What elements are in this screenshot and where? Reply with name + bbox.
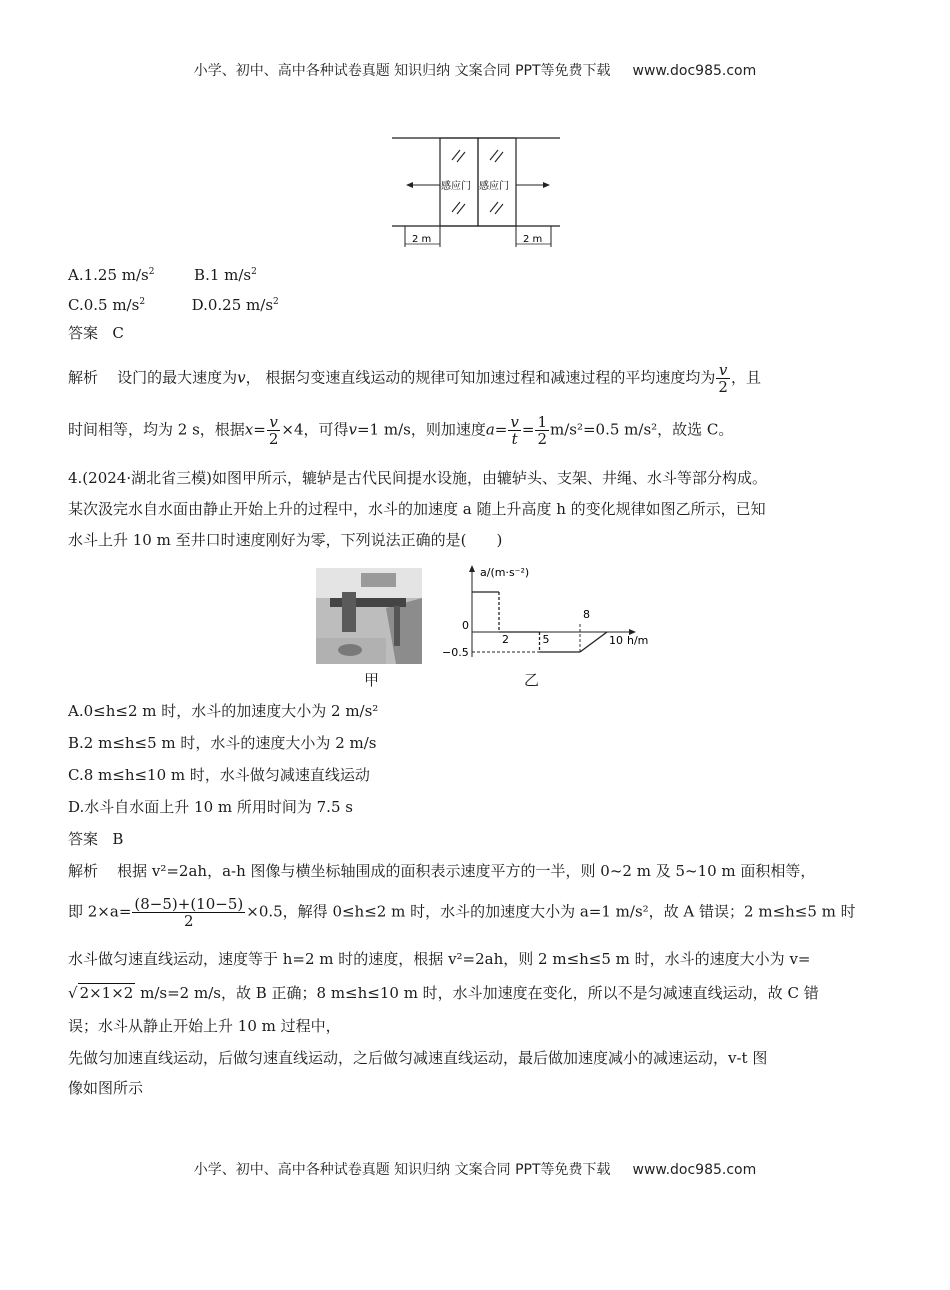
q3-options-row2 bbox=[68, 292, 279, 315]
page-footer bbox=[0, 1159, 950, 1179]
tick-label: 2 bbox=[502, 633, 509, 646]
q4-explanation-line7: 像如图所示 bbox=[68, 1079, 144, 1097]
tick-label: 8 bbox=[583, 608, 590, 621]
q3-option-c[interactable]: C.0.5 $m/s^2$ bbox=[68, 296, 146, 314]
q3-answer: 答案 C bbox=[68, 324, 124, 342]
tick-label: 10 bbox=[609, 634, 623, 647]
page-header bbox=[0, 60, 950, 80]
y-axis-label: a/(m·s⁻²) bbox=[480, 566, 530, 579]
footer-url[interactable]: www.doc985.com bbox=[632, 1162, 757, 1178]
q3-options-row1 bbox=[68, 262, 257, 285]
header-text: 小学、初中、高中各种试卷真题 知识归纳 文案合同 PPT等免费下载 bbox=[193, 63, 611, 79]
q4-option-c[interactable]: C.8 m≤h≤10 m 时，水斗做匀减速直线运动 bbox=[68, 766, 370, 784]
header-url[interactable]: www.doc985.com bbox=[632, 63, 757, 79]
tick-label: −0.5 bbox=[442, 646, 469, 659]
q4-explanation-line4: √ 2×1×2 m/s=2 m/s，故 B 正确；8 m≤h≤10 m 时，水斗加速度在变化，所以不是匀减速直线运动，故 C 错 bbox=[68, 984, 819, 1002]
q4-option-d[interactable]: D.水斗自水面上升 10 m 所用时间为 7.5 s bbox=[68, 798, 353, 816]
door-figure bbox=[390, 132, 565, 252]
q4-explanation-line6: 先做匀加速直线运动，后做匀速直线运动，之后做匀减速直线运动，最后做加速度减小的减速运动，v-t 图 bbox=[68, 1049, 768, 1067]
series-segment bbox=[580, 632, 607, 652]
a-h-chart bbox=[440, 562, 649, 662]
tick-label: 5 bbox=[542, 633, 550, 646]
q3-explanation-line2: 时间相等，均为 2 s，根据x= $\frac{v}{2}$ ×4，可得v=1 m/s，则加速度a= $\frac{v}{t}$ = $\frac{1}{2}$ m/s²=0.5 m/s²，故选 C。 bbox=[68, 413, 734, 448]
q4-explanation-line3: 水斗做匀速直线运动，速度等于 h=2 m 时的速度，根据 v²=2ah，则 2 m≤h≤5 m 时，水斗的速度大小为 v= bbox=[68, 950, 811, 968]
door-dist-left: 2 m bbox=[412, 234, 432, 245]
q3-option-a[interactable]: A.1.25 $m/s^2$ bbox=[68, 266, 155, 284]
q3-option-d[interactable]: D.0.25 $m/s^2$ bbox=[191, 296, 279, 314]
door-right-label: 感应门 bbox=[479, 181, 509, 192]
q4-explanation-line1: 解析 根据 v²=2ah，a-h 图像与横坐标轴围成的面积表示速度平方的一半，则 0~2 m 及 5~10 m 面积相等， bbox=[68, 862, 816, 880]
q3-option-b[interactable]: B.1 $m/s^2$ bbox=[194, 266, 257, 284]
q4-option-b[interactable]: B.2 m≤h≤5 m 时，水斗的速度大小为 2 m/s bbox=[68, 734, 377, 752]
door-dist-right: 2 m bbox=[523, 234, 543, 245]
q4-stem-line2: 某次汲完水自水面由静止开始上升的过程中，水斗的加速度 a 随上升高度 h 的变化规律如图乙所示，已知 bbox=[68, 500, 766, 518]
q4-explanation-line2: 即 2×a= $\frac{(8-5)+(10-5)}{2}$ ×0.5，解得 0≤h≤2 m 时，水斗的加速度大小为 a=1 m/s²，故 A 错误；2 m≤h≤5 m 时 bbox=[68, 895, 856, 930]
tick-label: 0 bbox=[462, 619, 469, 632]
q4-stem-line1: 4.(2024·湖北省三模)如图甲所示，辘轳是古代民间提水设施，由辘轳头、支架、井绳、水斗等部分构成。 bbox=[68, 469, 767, 487]
q4-explanation-line5: 误；水斗从静止开始上升 10 m 过程中， bbox=[68, 1017, 341, 1035]
fig-label-a: 甲 bbox=[364, 671, 380, 689]
q4-option-a[interactable]: A.0≤h≤2 m 时，水斗的加速度大小为 2 m/s² bbox=[68, 702, 379, 720]
well-pulley-photo bbox=[316, 568, 422, 664]
x-axis-label: h/m bbox=[627, 634, 649, 647]
footer-text: 小学、初中、高中各种试卷真题 知识归纳 文案合同 PPT等免费下载 bbox=[193, 1162, 611, 1178]
q4-answer: 答案 B bbox=[68, 830, 124, 848]
fig-label-b: 乙 bbox=[524, 671, 540, 689]
door-left-label: 感应门 bbox=[441, 181, 471, 192]
q3-explanation-line1: 解析 设门的最大速度为v， 根据匀变速直线运动的规律可知加速过程和减速过程的平均速度均为 $\frac{v}{2}$ ，且 bbox=[68, 361, 761, 396]
q4-stem-line3: 水斗上升 10 m 至井口时速度刚好为零，下列说法正确的是( ) bbox=[68, 531, 503, 549]
